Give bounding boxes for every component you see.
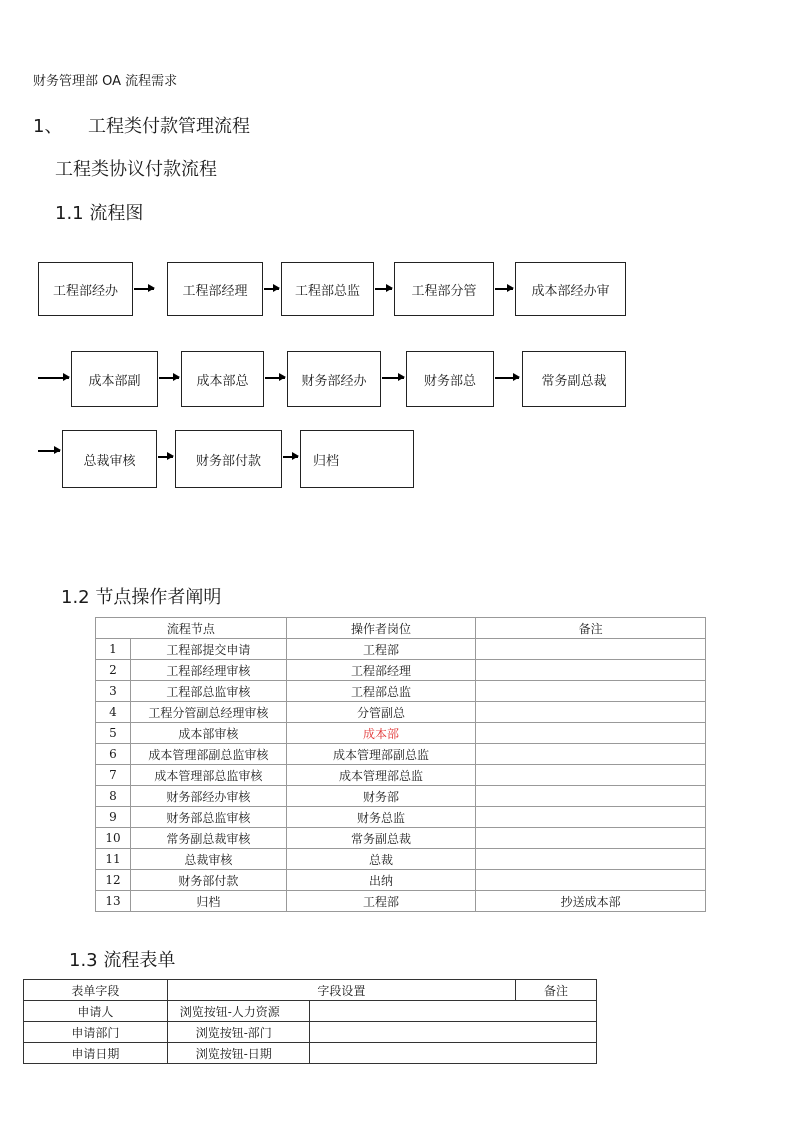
note-cell (476, 807, 706, 828)
flow-node: 归档 (300, 430, 414, 488)
flow-node: 工程部经办 (38, 262, 133, 316)
node-cell: 工程分管副总经理审核 (130, 702, 286, 723)
node-cell: 财务部付款 (130, 870, 286, 891)
note-cell (476, 723, 706, 744)
flow-node: 工程部经理 (167, 262, 263, 316)
row-number: 2 (96, 660, 131, 681)
row-number: 5 (96, 723, 131, 744)
node-cell: 工程部经理审核 (130, 660, 286, 681)
arrow-icon (375, 288, 392, 290)
header-setting: 字段设置 (167, 980, 515, 1001)
subsection-title: 工程类协议付款流程 (55, 159, 217, 180)
table-row (96, 870, 706, 891)
flow-node: 工程部分管 (394, 262, 494, 316)
row-number: 12 (96, 870, 131, 891)
note-cell (476, 660, 706, 681)
setting-cell: 浏览按钮-部门 (167, 1022, 309, 1043)
table-row (96, 723, 706, 744)
operator-cell: 工程部 (286, 891, 476, 912)
flow-node: 常务副总裁 (522, 351, 626, 407)
header-field: 表单字段 (24, 980, 168, 1001)
flow-node: 成本部经办审 (515, 262, 626, 316)
note-cell: 抄送成本部 (476, 891, 706, 912)
node-cell: 总裁审核 (130, 849, 286, 870)
table-row (96, 744, 706, 765)
field-cell: 申请部门 (24, 1022, 168, 1043)
empty-cell (309, 1022, 596, 1043)
node-cell: 财务部总监审核 (130, 807, 286, 828)
arrow-icon (38, 377, 69, 379)
operator-cell: 总裁 (286, 849, 476, 870)
node-cell: 工程部提交申请 (130, 639, 286, 660)
section-1-1-title: 1.1 流程图 (55, 203, 144, 224)
document-title: 财务管理部 OA 流程需求 (33, 74, 178, 89)
row-number: 8 (96, 786, 131, 807)
empty-cell (309, 1043, 596, 1064)
operator-cell: 常务副总裁 (286, 828, 476, 849)
arrow-icon (495, 288, 513, 290)
node-cell: 工程部总监审核 (130, 681, 286, 702)
node-cell: 常务副总裁审核 (130, 828, 286, 849)
row-number: 3 (96, 681, 131, 702)
arrow-icon (159, 377, 179, 379)
header-operator: 操作者岗位 (286, 618, 476, 639)
table-header-row (24, 980, 597, 1001)
header-node: 流程节点 (96, 618, 287, 639)
table-header-row (96, 618, 706, 639)
arrow-icon (264, 288, 279, 290)
operator-cell: 财务总监 (286, 807, 476, 828)
note-cell (476, 786, 706, 807)
flow-node: 财务部经办 (287, 351, 381, 407)
note-cell (476, 702, 706, 723)
flow-node: 工程部总监 (281, 262, 374, 316)
empty-cell (309, 1001, 596, 1022)
row-number: 7 (96, 765, 131, 786)
node-cell: 成本部审核 (130, 723, 286, 744)
row-number: 13 (96, 891, 131, 912)
table-row (96, 807, 706, 828)
setting-cell: 浏览按钮-人力资源 (167, 1001, 309, 1022)
flow-node: 财务部总 (406, 351, 494, 407)
arrow-icon (38, 450, 60, 452)
setting-cell: 浏览按钮-日期 (167, 1043, 309, 1064)
arrow-icon (495, 377, 519, 379)
table-row (96, 681, 706, 702)
arrow-icon (158, 456, 173, 458)
table-row (96, 639, 706, 660)
arrow-icon (382, 377, 404, 379)
arrow-icon (265, 377, 285, 379)
node-cell: 成本管理部副总监审核 (130, 744, 286, 765)
operator-cell: 出纳 (286, 870, 476, 891)
note-cell (476, 870, 706, 891)
field-cell: 申请日期 (24, 1043, 168, 1064)
section-1-2-title: 1.2 节点操作者阐明 (61, 587, 222, 608)
flow-node: 成本部总 (181, 351, 264, 407)
operator-cell: 成本管理部总监 (286, 765, 476, 786)
table-row (96, 786, 706, 807)
operator-cell-highlighted: 成本部 (286, 723, 476, 744)
operator-cell: 工程部 (286, 639, 476, 660)
section-1-title: 工程类付款管理流程 (88, 116, 250, 137)
operator-cell: 财务部 (286, 786, 476, 807)
operator-cell: 工程部经理 (286, 660, 476, 681)
row-number: 9 (96, 807, 131, 828)
table-row (24, 1022, 597, 1043)
row-number: 10 (96, 828, 131, 849)
node-cell: 归档 (130, 891, 286, 912)
table-row (96, 765, 706, 786)
table-row (96, 828, 706, 849)
header-note: 备注 (516, 980, 597, 1001)
table-row (96, 702, 706, 723)
note-cell (476, 744, 706, 765)
row-number: 4 (96, 702, 131, 723)
header-note: 备注 (476, 618, 706, 639)
flow-node: 财务部付款 (175, 430, 282, 488)
section-1-number: 1、 (33, 116, 63, 137)
note-cell (476, 849, 706, 870)
section-1-3-title: 1.3 流程表单 (69, 950, 176, 971)
note-cell (476, 681, 706, 702)
arrow-icon (134, 288, 154, 290)
flow-node: 总裁审核 (62, 430, 157, 488)
row-number: 11 (96, 849, 131, 870)
row-number: 1 (96, 639, 131, 660)
node-operator-table (95, 617, 706, 912)
note-cell (476, 765, 706, 786)
operator-cell: 工程部总监 (286, 681, 476, 702)
operator-cell: 分管副总 (286, 702, 476, 723)
note-cell (476, 639, 706, 660)
field-cell: 申请人 (24, 1001, 168, 1022)
table-row (96, 891, 706, 912)
table-row (96, 660, 706, 681)
form-fields-table (23, 979, 597, 1064)
table-row (96, 849, 706, 870)
flow-node: 成本部副 (71, 351, 158, 407)
node-cell: 成本管理部总监审核 (130, 765, 286, 786)
operator-cell: 成本管理部副总监 (286, 744, 476, 765)
note-cell (476, 828, 706, 849)
table-row (24, 1001, 597, 1022)
node-cell: 财务部经办审核 (130, 786, 286, 807)
table-row (24, 1043, 597, 1064)
arrow-icon (283, 456, 298, 458)
row-number: 6 (96, 744, 131, 765)
